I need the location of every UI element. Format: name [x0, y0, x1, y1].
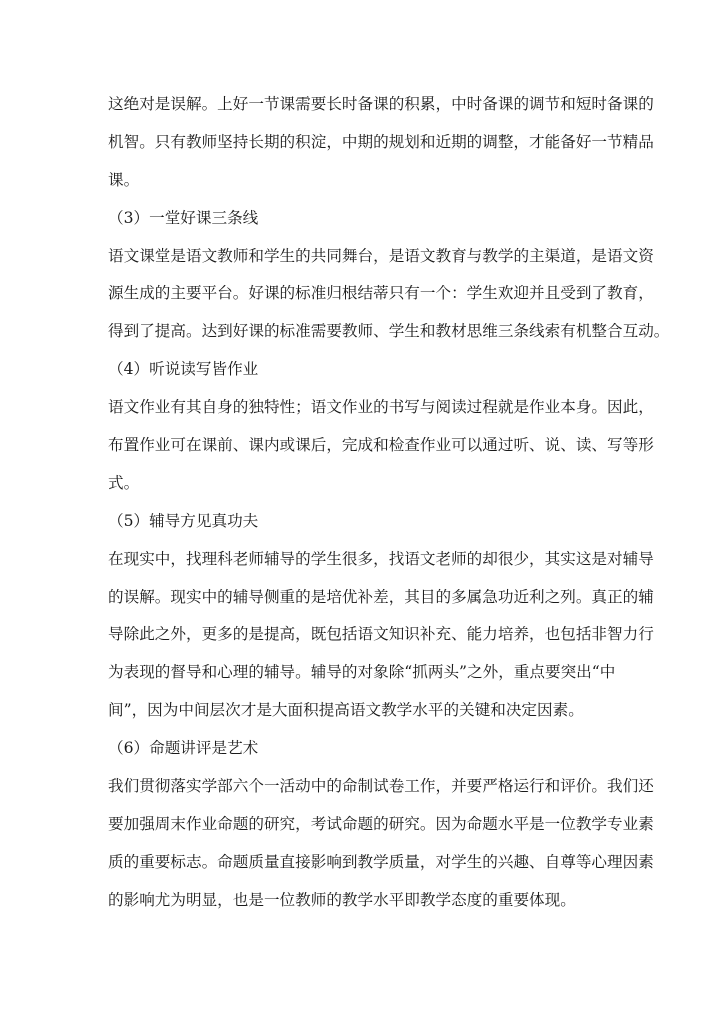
document-page [108, 89, 670, 923]
paragraph-line: 得到了提高。达到好课的标准需要教师、学生和教材思维三条线索有机整合互动。 [108, 322, 670, 341]
paragraph-line: 课。 [108, 170, 140, 189]
paragraph-line: 的误解。现实中的辅导侧重的是培优补差，其目的多属急功近利之列。真正的辅 [108, 587, 654, 606]
paragraph-line: 质的重要标志。命题质量直接影响到教学质量，对学生的兴趣、自尊等心理因素 [108, 852, 654, 871]
paragraph-line: 在现实中，找理科老师辅导的学生很多，找语文老师的却很少，其实这是对辅导 [108, 549, 654, 568]
paragraph-line: 语文作业有其自身的独特性；语文作业的书写与阅读过程就是作业本身。因此， [108, 398, 654, 417]
section-heading-5: （5）辅导方见真功夫 [108, 511, 259, 530]
paragraph-line: 要加强周末作业命题的研究，考试命题的研究。因为命题水平是一位教学专业素 [108, 814, 654, 833]
paragraph-line: 的影响尤为明显，也是一位教师的教学水平即教学态度的重要体现。 [108, 890, 576, 909]
paragraph-line: 机智。只有教师坚持长期的积淀，中期的规划和近期的调整，才能备好一节精品 [108, 132, 654, 151]
paragraph-line: 间”，因为中间层次才是大面积提高语文教学水平的关键和决定因素。 [108, 701, 584, 720]
paragraph-line: 导除此之外，更多的是提高，既包括语文知识补充、能力培养，也包括非智力行 [108, 625, 654, 644]
paragraph-line: 语文课堂是语文教师和学生的共同舞台，是语文教育与教学的主渠道，是语文资 [108, 246, 654, 265]
paragraph-line: 式。 [108, 473, 140, 492]
section-heading-6: （6）命题讲评是艺术 [108, 739, 259, 758]
paragraph-line: 我们贯彻落实学部六个一活动中的命制试卷工作，并要严格运行和评价。我们还 [108, 777, 654, 796]
paragraph-line: 源生成的主要平台。好课的标准归根结蒂只有一个：学生欢迎并且受到了教育， [108, 284, 654, 303]
paragraph-line: 为表现的督导和心理的辅导。辅导的对象除“抓两头”之外，重点要突出“中 [108, 663, 616, 682]
paragraph-line: 这绝对是误解。上好一节课需要长时备课的积累，中时备课的调节和短时备课的 [108, 95, 654, 113]
section-heading-4: （4）听说读写皆作业 [108, 360, 259, 379]
section-heading-3: （3）一堂好课三条线 [108, 208, 259, 227]
paragraph-line: 布置作业可在课前、课内或课后，完成和检查作业可以通过听、说、读、写等形 [108, 436, 654, 455]
